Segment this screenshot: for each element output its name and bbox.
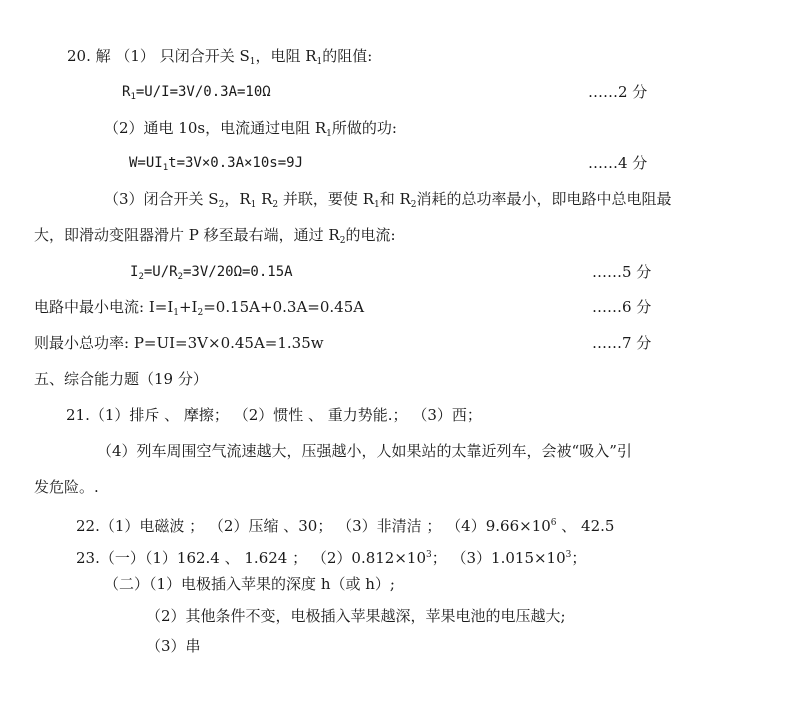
text: =3V/20Ω=0.15A	[183, 264, 293, 280]
text: 23.（一）（1）162.4 、 1.624 ； （2）0.812×10	[76, 549, 426, 567]
q21-line-3: 发危险。.	[34, 478, 99, 496]
text: （2）通电 10s，电流通过电阻 R	[104, 119, 327, 137]
q23-line-3: （2）其他条件不变，电极插入苹果越深，苹果电池的电压越大;	[146, 607, 566, 625]
text: W=UI	[129, 155, 163, 171]
text: =U/I=3V/0.3A=10Ω	[135, 84, 271, 100]
q20-formula-current	[130, 262, 293, 287]
text: 电路中最小电流: I=I	[34, 298, 174, 316]
subscript: 2	[272, 200, 279, 210]
text: 的阻值:	[322, 47, 373, 65]
superscript: 6	[550, 518, 557, 528]
subscript: 1	[130, 92, 136, 102]
points-marker: ……7 分	[592, 334, 652, 352]
text: +I	[178, 298, 198, 316]
superscript: 3	[565, 550, 572, 560]
q21-line-1: 21.（1）排斥 、 摩擦； （2）惯性 、 重力势能.； （3）西；	[66, 406, 482, 424]
text: 和 R	[379, 190, 411, 208]
q21-line-2: （4）列车周围空气流速越大，压强越小，人如果站的太靠近列车，会被“吸入”引	[97, 442, 632, 460]
points-marker: ……6 分	[592, 298, 652, 316]
subscript: 2	[177, 272, 183, 282]
q20-line-3	[104, 118, 397, 144]
subscript: 1	[162, 163, 169, 173]
text: 22.（1）电磁波 ； （2）压缩 、30； （3）非清洁 ； （4）9.66×10	[76, 517, 551, 535]
subscript: 1	[250, 200, 257, 210]
q20-min-current	[34, 297, 364, 323]
superscript: 3	[426, 550, 432, 560]
subscript: 2	[197, 308, 204, 318]
subscript: 1	[374, 200, 380, 210]
text: ；	[571, 549, 587, 567]
text: 大，即滑动变阻器滑片 P 移至最右端，通过 R	[34, 226, 340, 244]
q23-line-1	[76, 545, 586, 568]
q20-line-1	[67, 46, 372, 72]
subscript: 1	[316, 57, 323, 67]
subscript: 2	[410, 200, 417, 210]
q20-min-power: 则最小总功率: P=UI=3V×0.45A=1.35w	[34, 334, 324, 352]
text: ，R	[224, 190, 251, 208]
points-marker: ……4 分	[588, 154, 648, 172]
text: 的电流:	[345, 226, 396, 244]
text: （3）闭合开关 S	[104, 190, 219, 208]
text: ； （3）1.015×10	[431, 549, 566, 567]
text: 所做的功:	[331, 119, 397, 137]
points-marker: ……5 分	[592, 263, 652, 281]
text: 、 42.5	[556, 517, 615, 535]
q20-line-6	[34, 225, 396, 251]
subscript: 2	[218, 200, 225, 210]
subscript: 2	[138, 272, 144, 282]
q23-line-2: （二）（1）电极插入苹果的深度 h（或 h）;	[104, 575, 395, 593]
text: I	[130, 264, 139, 280]
text: 并联，要使 R	[278, 190, 374, 208]
text: ，电阻 R	[255, 47, 317, 65]
subscript: 2	[339, 236, 346, 246]
text: t=3V×0.3A×10s=9J	[168, 155, 303, 171]
q23-line-4: （3）串	[146, 637, 201, 655]
text: 20. 解 （1） 只闭合开关 S	[67, 47, 250, 65]
text: =0.15A+0.3A=0.45A	[203, 298, 365, 316]
subscript: 1	[326, 129, 332, 139]
text: R	[256, 190, 273, 208]
q20-formula-work	[129, 153, 303, 178]
subscript: 1	[249, 57, 256, 67]
text: 消耗的总功率最小，即电路中总电阻最	[416, 190, 672, 208]
text: =U/R	[143, 264, 178, 280]
points-marker: ……2 分	[588, 83, 648, 101]
q20-line-5	[104, 189, 672, 215]
q20-formula-resistance	[122, 82, 271, 107]
subscript: 1	[173, 308, 179, 318]
text: R	[122, 84, 131, 100]
section-heading: 五、综合能力题（19 分）	[34, 370, 208, 388]
q22-line	[76, 513, 614, 536]
